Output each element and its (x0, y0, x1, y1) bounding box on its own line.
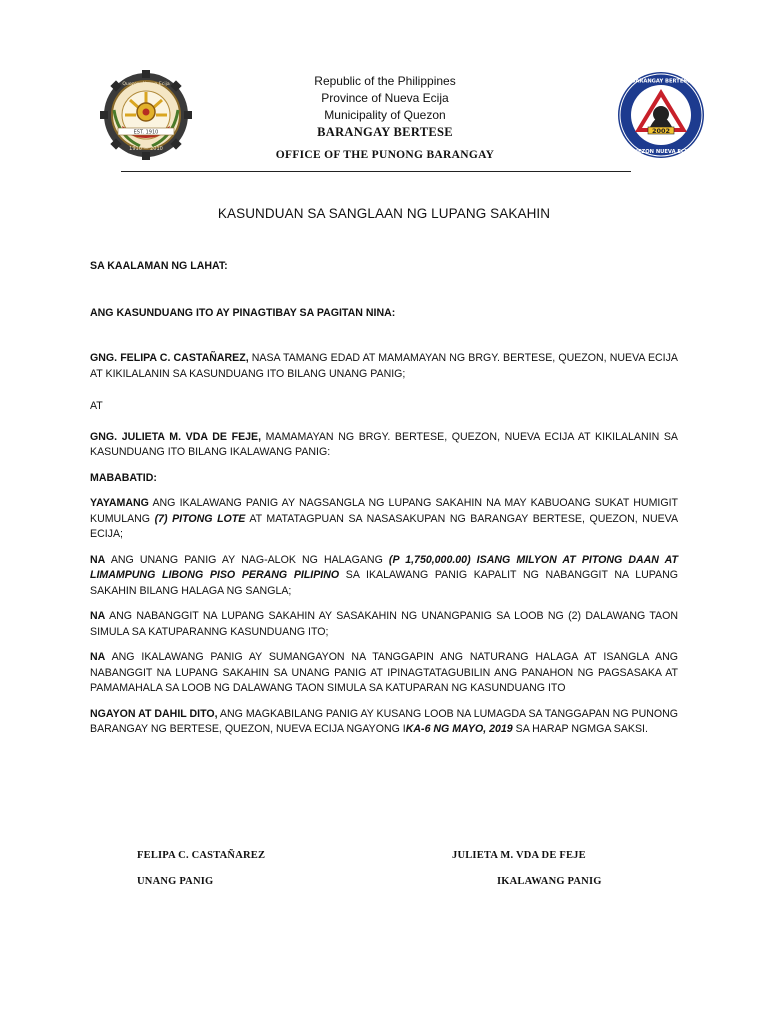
party-two-text: MAMAMAYAN NG BRGY. BERTESE, QUEZON, NUEVA ECIJA AT KIKILALANIN SA KASUNDUANG ITO BILANG IKALAWANG PANIG: (90, 430, 678, 458)
municipal-seal-icon (92, 70, 200, 160)
document-body (90, 259, 678, 738)
first-signatory-role: UNANG PANIG (137, 876, 214, 887)
seal-bottom-text: QUEZON NUEVA ECIJA (629, 149, 693, 155)
party-one-paragraph (90, 351, 678, 382)
republic-line: Republic of the Philippines (314, 74, 456, 88)
clause-ngayon (90, 707, 678, 738)
clause-na-sumangayon (90, 650, 678, 697)
seal-years-text: 1910 — 2010 (129, 146, 163, 152)
seal-top-text: BARANGAY BERTESE (631, 78, 691, 85)
office-title: OFFICE OF THE PUNONG BARANGAY (275, 149, 495, 161)
seal-top-text: Quezon, Nueva Ecija (122, 82, 170, 87)
clause-text: ANG UNANG PANIG AY NAG-ALOK NG HALAGANG (105, 553, 389, 566)
clause-lead: NA (90, 610, 106, 622)
party-two-name: GNG. JULIETA M. VDA DE FEJE, (90, 430, 262, 443)
clause-text: ANG NABANGGIT NA LUPANG SAKAHIN AY SASAKAHIN NG UNANGPANIG SA LOOB NG (2) DALAWANG TAON SIMULA SA KATUPARANNG KASUNDUANG ITO; (90, 610, 678, 638)
clause-emphasis: (7) PITONG LOTE (154, 512, 246, 525)
clause-text: ANG IKALAWANG PANIG AY SUMANGAYON NA TANGGAPIN ANG NATURANG HALAGA AT ISANGLA ANG NABANGGIT NA LUPANG SAKAHIN SA UNANG PANIG AT IPINAGTATAGUBILIN ANG PANAHON NG PAGSASAKA AT PAMAMAHALA SA LOOB NG DALAWANG TAON SIMULA SA KATUPARAN NG KASUNDUANG ITO (90, 651, 678, 694)
party-two-paragraph (90, 430, 678, 461)
province-line: Province of Nueva Ecija (321, 91, 449, 105)
party-one-text: NASA TAMANG EDAD AT MAMAMAYAN NG BRGY. BERTESE, QUEZON, NUEVA ECIJA AT KIKILALANIN SA KASUNDUANG ITO BILANG UNANG PANIG; (90, 352, 678, 380)
clause-text: ANG MAGKABILANG PANIG AY KUSANG LOOB NA LUMAGDA SA TANGGAPAN NG PUNONG BARANGAY NG BERTESE, QUEZON, NUEVA ECIJA NGAYONG I (90, 707, 679, 735)
clause-lead: YAYAMANG (90, 497, 149, 509)
letterhead (200, 73, 570, 141)
document-title: KASUNDUAN SA SANGLAAN NG LUPANG SAKAHIN (217, 206, 551, 221)
clause-emphasis: (P 1,750,000.00) ISANG MILYON AT PITONG DAAN AT LIMAMPUNG LIBONG PISO PERANG PILIPINO (90, 553, 678, 581)
clause-emphasis: KA-6 NG MAYO, 2019 (405, 723, 513, 735)
barangay-line: BARANGAY BERTESE (317, 125, 453, 139)
clause-lead: NA (90, 651, 106, 663)
mababatid-heading: MABABATID: (90, 471, 157, 484)
clause-lead: NA (90, 553, 106, 566)
second-signatory-name: JULIETA M. VDA DE FEJE (452, 850, 586, 861)
barangay-seal-icon (606, 70, 716, 160)
second-signatory-role: IKALAWANG PANIG (497, 876, 602, 887)
clause-lead: NGAYON AT DAHIL DITO, (90, 707, 218, 720)
clause-text: AT MATATAGPUAN SA NASASAKUPAN NG BARANGAY BERTESE, QUEZON, NUEVA ECIJA; (90, 512, 679, 540)
intro-line: ANG KASUNDUANG ITO AY PINAGTIBAY SA PAGITAN NINA: (90, 306, 396, 319)
clause-text: SA HARAP NGMGA SAKSI. (512, 723, 648, 735)
clause-text: ANG IKALAWANG PANIG AY NAGSANGLA NG LUPANG SAKAHIN NA MAY KABUOANG SUKAT HUMIGIT KUMULANG (90, 497, 678, 525)
clause-text: SA IKALAWANG PANIG KAPALIT NG NABANGGIT NA LUPANG SAKAHIN BILANG HALAGA NG SANGLA; (90, 569, 678, 597)
header-divider (121, 171, 631, 172)
party-one-name: GNG. FELIPA C. CASTAÑAREZ, (90, 352, 249, 364)
clause-na-halaga (90, 553, 678, 600)
salutation: SA KAALAMAN NG LAHAT: (90, 260, 228, 272)
seal-year-text: 2002 (651, 127, 671, 135)
conjunction-at: AT (90, 400, 103, 412)
clause-na-sasakahin (90, 609, 678, 640)
clause-yayamang (90, 496, 678, 543)
first-signatory-name: FELIPA C. CASTAÑAREZ (137, 850, 266, 861)
seal-est-text: EST. 1910 (133, 129, 159, 136)
municipality-line: Municipality of Quezon (324, 108, 446, 122)
